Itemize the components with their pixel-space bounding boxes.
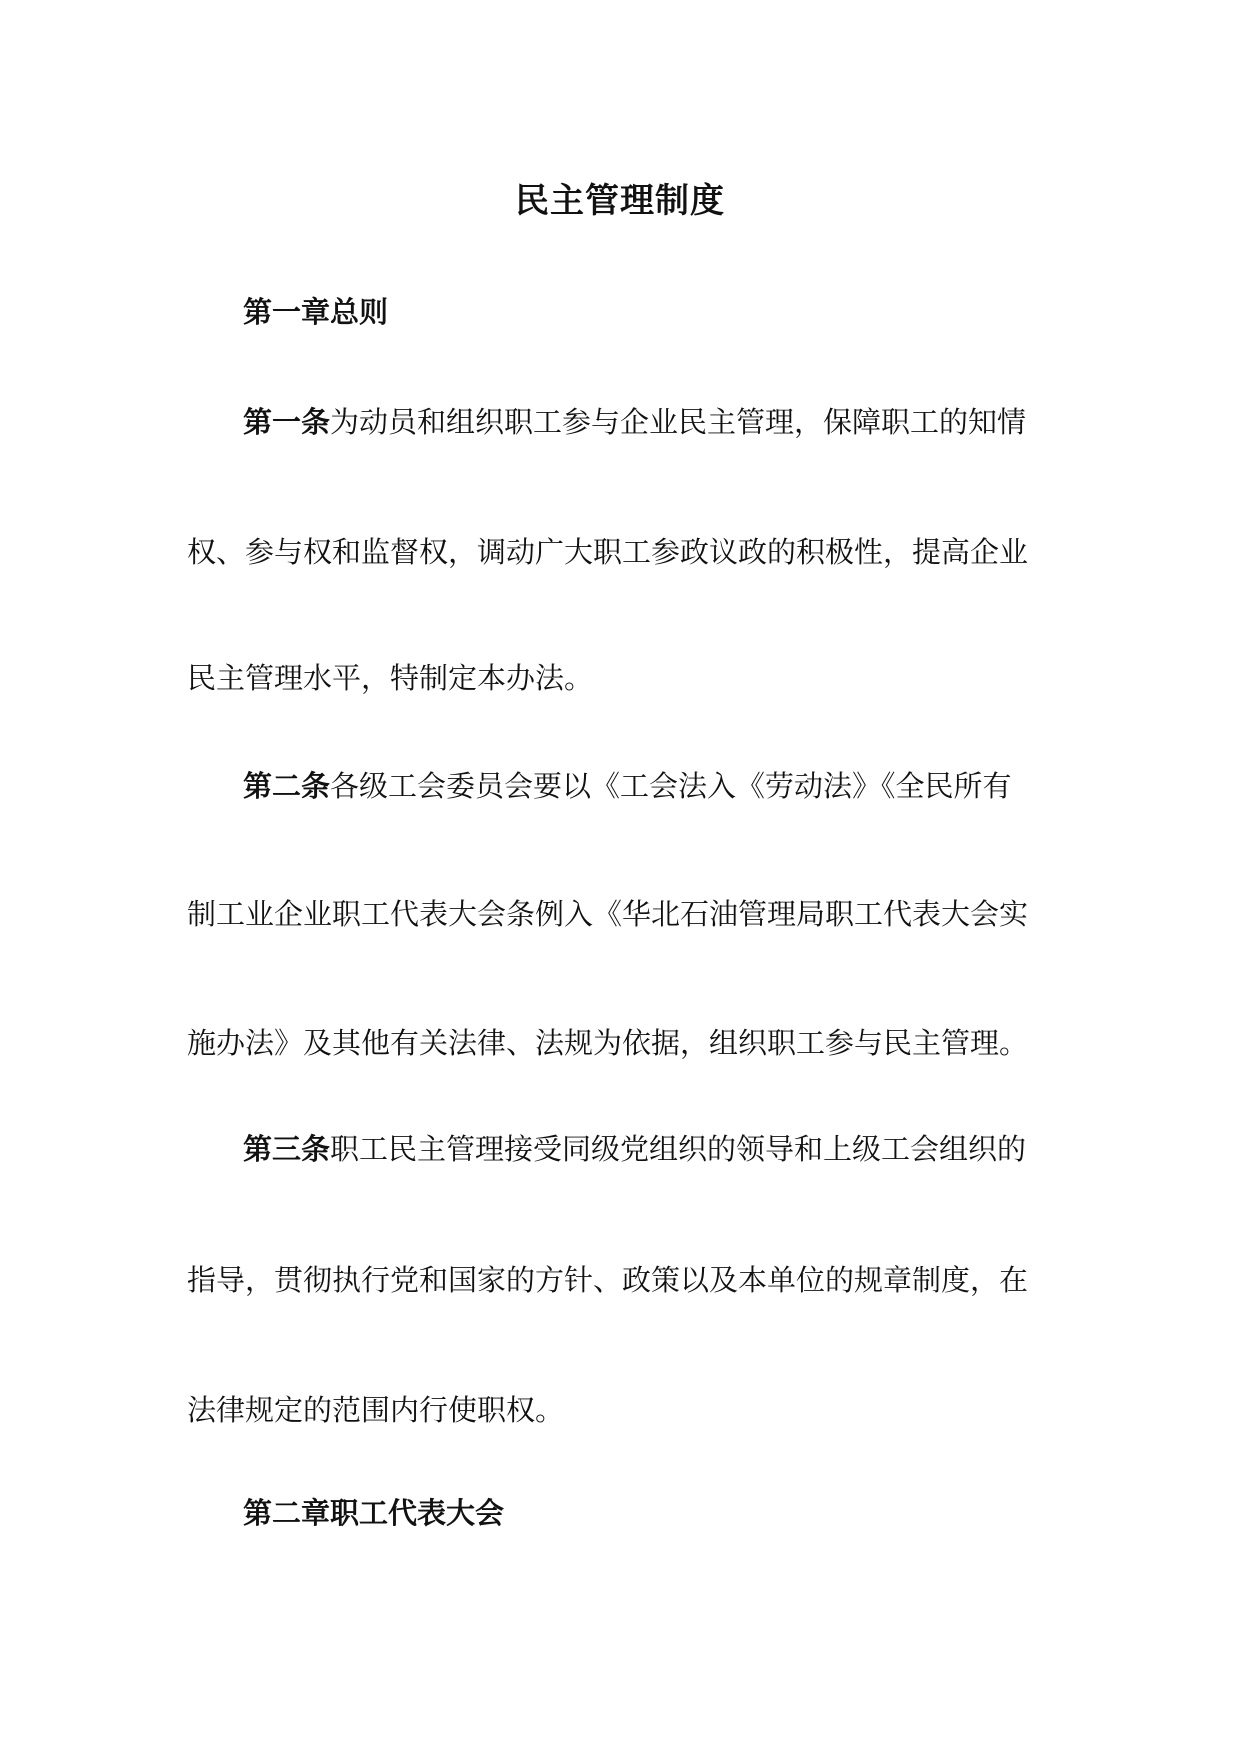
document-title: 民主管理制度: [515, 181, 725, 221]
article-1-line-3: 民主管理水平，特制定本办法。: [187, 661, 594, 695]
article-3-text-1: 职工民主管理接受同级党组织的领导和上级工会组织的: [330, 1132, 1027, 1166]
article-2-line-2: 制工业企业职工代表大会条例入《华北石油管理局职工代表大会实: [187, 897, 1029, 931]
article-3-label: 第三条: [243, 1132, 331, 1166]
article-3-line-1: [243, 1129, 1103, 1169]
article-3-line-3: 法律规定的范围内行使职权。: [187, 1393, 565, 1427]
article-2-line-3: 施办法》及其他有关法律、法规为依据，组织职工参与民主管理。: [187, 1026, 1029, 1060]
article-2-line-1: [243, 766, 1103, 806]
article-1-label: 第一条: [243, 405, 331, 439]
article-1-line-2: 权、参与权和监督权，调动广大职工参政议政的积极性，提高企业: [187, 535, 1029, 569]
article-2-text-1: 各级工会委员会要以《工会法入《劳动法》《全民所有: [330, 769, 1012, 803]
article-1-text-1: 为动员和组织职工参与企业民主管理，保障职工的知情: [330, 405, 1027, 439]
article-2-label: 第二条: [243, 769, 331, 803]
article-3-line-2: 指导，贯彻执行党和国家的方针、政策以及本单位的规章制度，在: [187, 1263, 1029, 1297]
chapter-heading-2: 第二章职工代表大会: [243, 1496, 505, 1530]
article-1-line-1: [243, 402, 1103, 442]
chapter-heading-1: 第一章总则: [243, 295, 389, 329]
